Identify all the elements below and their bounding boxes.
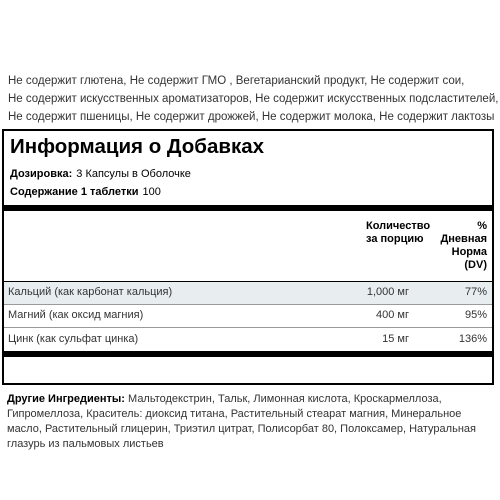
nutrient-amount: 1,000 мг	[366, 286, 409, 298]
nutrient-dv: 95%	[464, 309, 487, 321]
thick-divider	[4, 351, 492, 357]
dv-header: % Дневная Норма (DV)	[440, 220, 487, 271]
nutrient-amount: 400 мг	[376, 309, 409, 321]
dosage-label: Дозировка:	[10, 168, 73, 180]
nutrient-dv: 77%	[464, 286, 487, 298]
table-row	[4, 282, 492, 304]
panel-title: Информация о Добавках	[10, 135, 265, 158]
dosage-line	[10, 168, 191, 180]
supplement-facts-panel	[2, 129, 494, 385]
table-row	[4, 329, 492, 351]
row-divider	[4, 327, 492, 328]
amount-header: Количество за порцию	[366, 220, 431, 245]
claims-line: Не содержит глютена, Не содержит ГМО , Вегетарианский продукт, Не содержит сои,	[8, 75, 465, 87]
thick-divider	[4, 205, 492, 211]
other-ingredients	[7, 392, 493, 452]
nutrient-dv: 136%	[458, 333, 487, 345]
dosage-value: 3 Капсулы в Оболочке	[76, 168, 191, 180]
nutrient-name: Цинк (как сульфат цинка)	[8, 333, 139, 345]
table-row	[4, 305, 492, 327]
product-claims	[8, 72, 499, 126]
ingredients-label: Другие Ингредиенты:	[7, 393, 125, 405]
servings-label: Содержание 1 таблетки	[10, 186, 139, 198]
nutrient-name: Кальций (как карбонат кальция)	[8, 286, 173, 298]
servings-value: 100	[142, 186, 161, 198]
ingredients-text: Мальтодекстрин, Тальк, Лимонная кислота, Кроскармеллоза, Гипромеллоза, Краситель: диоксид титана, Растительный стеарат магния, Минеральное масло, Растительный глицерин, Триэтил цитрат, Полисорбат 80, Полоксамер, Натуральная глазурь из пальмовых листьев	[7, 393, 476, 450]
nutrient-amount: 15 мг	[382, 333, 409, 345]
nutrient-name: Магний (как оксид магния)	[8, 309, 144, 321]
servings-line	[10, 186, 161, 198]
claims-line: Не содержит пшеницы, Не содержит дрожжей, Не содержит молока, Не содержит лактозы	[8, 111, 495, 123]
claims-line: Не содержит искусственных ароматизаторов, Не содержит искусственных подсластителей,	[8, 93, 499, 105]
